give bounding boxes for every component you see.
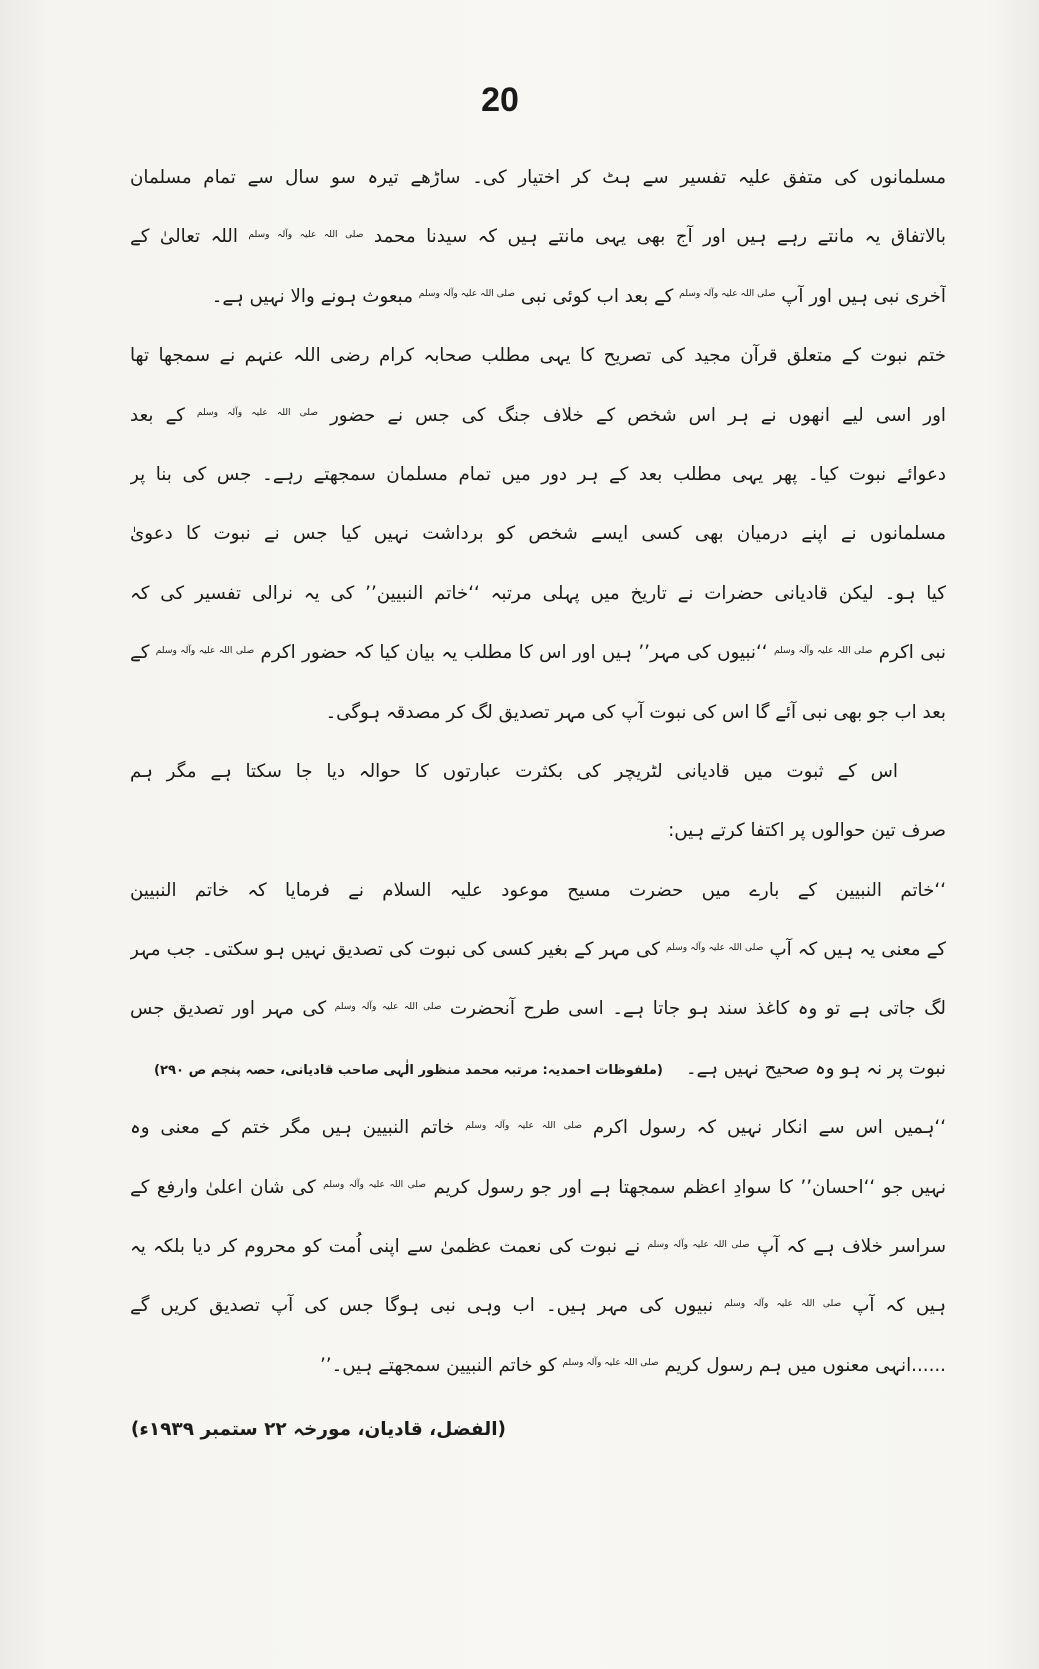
honorific-symbol: صلی اللہ علیہ وآلہ وسلم [155, 645, 255, 656]
text-segment: کے معنی یہ ہیں کہ آپ [763, 939, 946, 961]
text-line [130, 1098, 946, 1157]
text-segment: نہیں جو ‘‘احسان’’ کا سوادِ اعظم سمجھتا ہے اور جو رسول کریم [426, 1176, 946, 1198]
text-segment: مبعوث ہونے والا نہیں ہے۔ [211, 285, 419, 307]
text-line [130, 623, 946, 682]
honorific-symbol: صلی اللہ علیہ وآلہ وسلم [773, 645, 873, 656]
honorific-symbol: صلی اللہ علیہ وآلہ وسلم [323, 1180, 427, 1191]
text-segment: خاتم النبیین ہیں مگر ختم کے معنی وہ [130, 1117, 466, 1139]
text-line [130, 979, 946, 1038]
paragraph [130, 861, 946, 1099]
honorific-symbol: صلی اللہ علیہ وآلہ وسلم [465, 1120, 582, 1131]
text-line [130, 683, 946, 742]
text-line [130, 564, 946, 623]
text-line [130, 920, 946, 979]
text-line [130, 1217, 946, 1276]
text-segment: نبی اکرم [872, 642, 946, 664]
text-line [130, 1039, 946, 1098]
text-line [130, 326, 946, 385]
text-segment: اس کے ثبوت میں قادیانی لٹریچر کی بکثرت عبارتوں کا حوالہ دیا جا سکتا ہے مگر ہم [130, 760, 898, 782]
text-segment: صرف تین حوالوں پر اکتفا کرتے ہیں: [668, 820, 946, 842]
paragraph [130, 1098, 946, 1395]
text-segment: ......انہی معنوں میں ہم رسول کریم [658, 1354, 946, 1376]
paragraph [130, 148, 946, 326]
text-segment: مسلمانوں نے اپنے درمیان بھی کسی ایسے شخص کو برداشت نہیں کیا جس نے نبوت کا دعویٰ [130, 523, 946, 545]
text-segment: نبیوں کی مہر ہیں۔ اب وہی نبی ہوگا جس کی آپ تصدیق کریں گے [130, 1295, 725, 1317]
text-segment: کی مہر کے بغیر کسی کی نبوت کی تصدیق نہیں ہو سکتی۔ جب مہر [130, 939, 667, 961]
text-line [130, 445, 946, 504]
honorific-symbol: صلی اللہ علیہ وآلہ وسلم [647, 1239, 750, 1250]
text-segment: آخری نبی ہیں اور آپ [775, 285, 946, 307]
text-segment: ‘‘ہمیں اس سے انکار نہیں کہ رسول اکرم [581, 1117, 946, 1139]
text-segment: مسلمانوں کی متفق علیہ تفسیر سے ہٹ کر اختیار کی۔ ساڑھے تیرہ سو سال سے تمام مسلمان [130, 167, 946, 188]
honorific-symbol: صلی اللہ علیہ وآلہ وسلم [196, 408, 318, 419]
citation: (ملفوظات احمدیہ: مرتبہ محمد منظور الٰہی صاحب قادیانی، حصہ پنجم ص ۲۹۰) [154, 1062, 663, 1078]
text-segment: سراسر خلاف ہے کہ آپ [749, 1236, 946, 1258]
text-segment: ‘‘خاتم النبیین کے بارے میں حضرت مسیح موعود علیہ السلام نے فرمایا کہ خاتم النبیین [130, 879, 946, 901]
text-segment: کو خاتم النبیین سمجھتے ہیں۔’’ [319, 1354, 563, 1376]
text-segment: دعوائے نبوت کیا۔ پھر یہی مطلب بعد کے ہر دور میں تمام مسلمان سمجھتے رہے۔ جس کی بنا پر [130, 463, 946, 485]
paragraph [130, 326, 946, 742]
honorific-symbol: صلی اللہ علیہ وآلہ وسلم [334, 1002, 442, 1012]
text-segment: بعد اب جو بھی نبی آئے گا اس کی نبوت آپ کی مہر تصدیق لگ کر مصدقہ ہوگی۔ [325, 701, 946, 723]
text-line [130, 801, 946, 860]
honorific-symbol: صلی اللہ علیہ وآلہ وسلم [418, 289, 516, 300]
reference: (الفضل، قادیان، مورخہ ۲۲ ستمبر ۱۹۳۹ء) [130, 1419, 506, 1441]
honorific-symbol: صلی اللہ علیہ وآلہ وسلم [248, 229, 364, 240]
paragraph [130, 742, 946, 861]
text-line [130, 1276, 946, 1335]
text-segment: کے بعد [130, 404, 197, 426]
page-number: 20 [481, 81, 519, 119]
text-segment: بالاتفاق یہ مانتے رہے ہیں اور آج بھی یہی مانتے ہیں کہ سیدنا محمد [363, 226, 946, 248]
text-line [130, 1336, 946, 1395]
text-segment: ختم نبوت کے متعلق قرآن مجید کی تصریح کا یہی مطلب صحابہ کرام رضی اللہ عنہم نے سمجھا تھا [130, 345, 946, 367]
line-main-text [686, 1039, 946, 1098]
honorific-symbol: صلی اللہ علیہ وآلہ وسلم [679, 289, 776, 300]
text-line [130, 386, 946, 445]
text-segment: ‘‘نبیوں کی مہر’’ ہیں اور اس کا مطلب یہ بیان کیا کہ حضور اکرم [254, 642, 774, 664]
text-segment: نبوت پر نہ ہو وہ صحیح نہیں ہے۔ [685, 1057, 946, 1079]
text-body [130, 148, 946, 1465]
text-segment: اور اسی لیے انھوں نے ہر اس شخص کے خلاف جنگ کی جس نے حضور [317, 404, 946, 426]
text-segment: کی شان اعلیٰ وارفع کے [130, 1176, 324, 1198]
text-line [130, 504, 946, 563]
text-segment: کے [130, 642, 156, 664]
text-line [130, 861, 946, 920]
text-line [130, 148, 946, 207]
text-segment: کے بعد اب کوئی نبی [515, 285, 680, 307]
text-line [130, 267, 946, 326]
text-segment: کی مہر اور تصدیق جس [130, 998, 335, 1020]
text-line [130, 207, 946, 266]
text-line [130, 742, 946, 801]
text-segment: اللہ تعالیٰ کے [130, 226, 249, 248]
text-segment: لگ جاتی ہے تو وہ کاغذ سند ہو جاتا ہے۔ اسی طرح آنحضرت [441, 998, 946, 1020]
text-segment: ہیں کہ آپ [841, 1295, 946, 1317]
honorific-symbol: صلی اللہ علیہ وآلہ وسلم [666, 942, 764, 953]
text-line [130, 1158, 946, 1217]
text-segment: نے نبوت کی نعمت عظمیٰ سے اپنی اُمت کو محروم کر دیا بلکہ یہ [130, 1236, 648, 1258]
honorific-symbol: صلی اللہ علیہ وآلہ وسلم [724, 1298, 842, 1309]
honorific-symbol: صلی اللہ علیہ وآلہ وسلم [562, 1358, 659, 1369]
text-segment: کیا ہو۔ لیکن قادیانی حضرات نے تاریخ میں پہلی مرتبہ ‘‘خاتم النبیین’’ کی یہ نرالی تفسیر کی کہ [130, 582, 946, 604]
